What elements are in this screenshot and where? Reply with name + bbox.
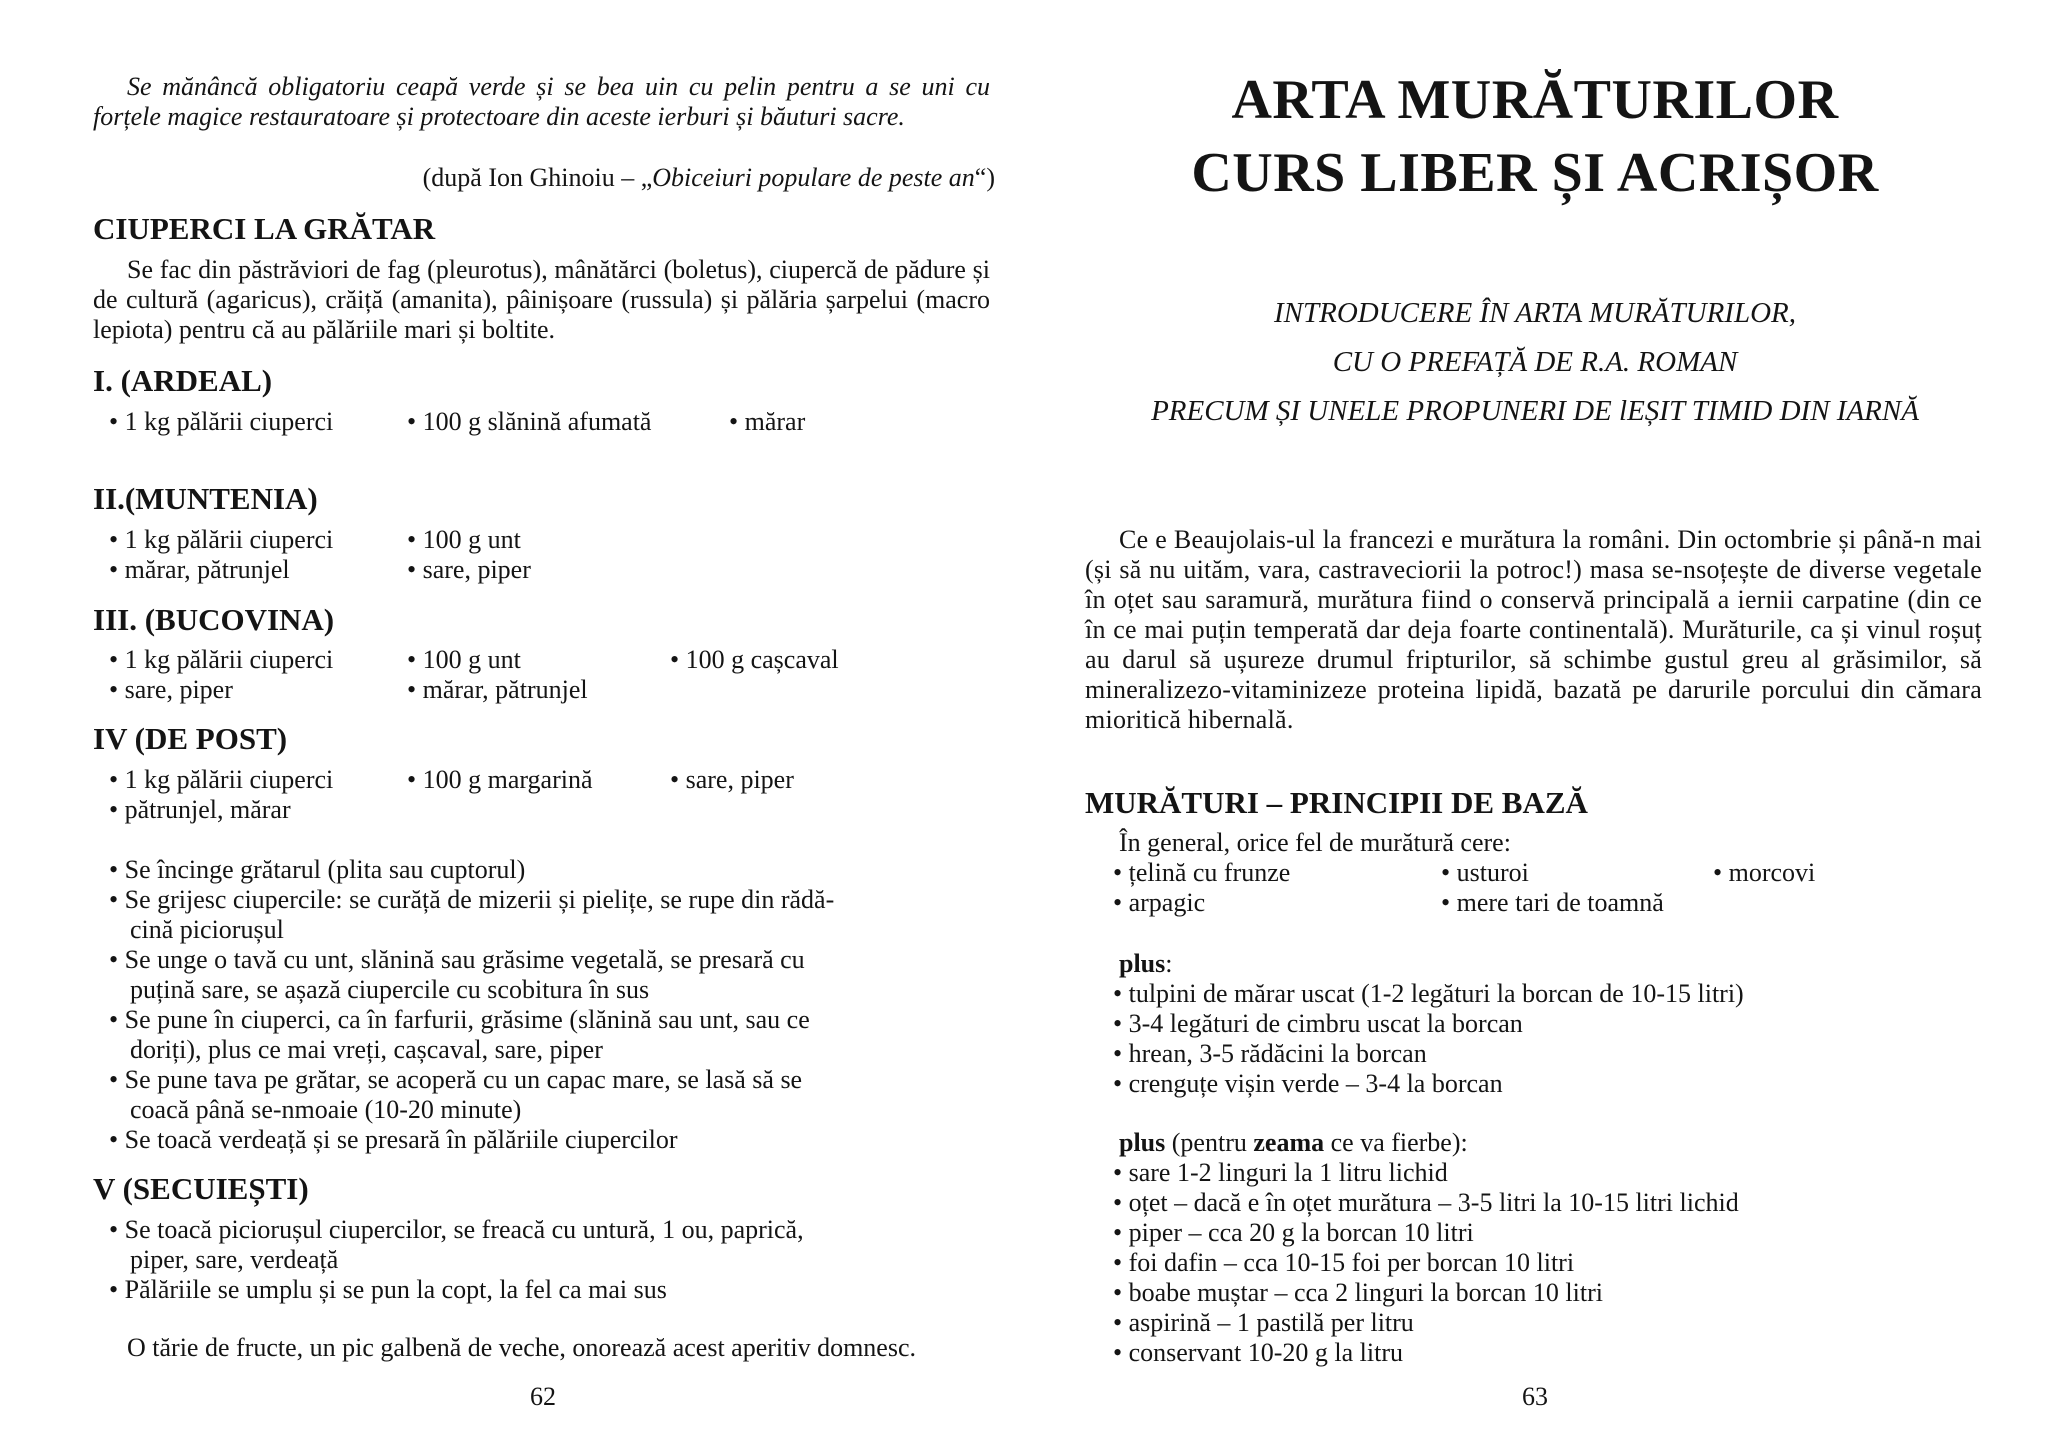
variant-heading: I. (ARDEAL)	[93, 363, 273, 398]
step-continuation: cină piciorușul	[130, 915, 284, 944]
recipe-title: CIUPERCI LA GRĂTAR	[93, 211, 436, 246]
step-line: • Se grijesc ciupercile: se curăță de mizerii și pielițe, se rupe din rădă-	[109, 885, 835, 914]
chapter-subtitle-line1: INTRODUCERE ÎN ARTA MURĂTURILOR,	[1274, 297, 1796, 329]
step-continuation: piper, sare, verdeață	[130, 1245, 339, 1274]
plus-label: plus	[1119, 1128, 1166, 1157]
quote-source	[423, 163, 995, 193]
plus-colon: :	[1165, 949, 1173, 978]
step-continuation: coacă până se-nmoaie (10-20 minute)	[130, 1095, 522, 1124]
ingredient-item: • 100 g slănină afumată	[407, 407, 652, 436]
ingredient-item: • mărar, pătrunjel	[407, 675, 588, 704]
quote-source-suffix: “)	[974, 163, 995, 192]
chapter-title-line1: ARTA MURĂTURILOR	[1231, 69, 1839, 131]
chapter-title-line2: CURS LIBER ȘI ACRIȘOR	[1191, 142, 1879, 204]
step-continuation: doriți), plus ce mai vreți, cașcaval, sare, piper	[130, 1035, 603, 1064]
recipe-intro: Se fac din păstrăviori de fag (pleurotus), mânătărci (boletus), ciupercă de pădure și de cultură (agaricus), crăiță (amanita), pâinișoare (russula) și pălăria șarpelui (macro lepiota) pentru că au pălăriile mari și boltite.	[93, 255, 990, 344]
variant-heading: II.(MUNTENIA)	[93, 481, 318, 516]
list-item: • aspirină – 1 pastilă per litru	[1113, 1308, 1414, 1337]
step-line: • Se pune în ciuperci, ca în farfurii, grăsime (slănină sau unt, sau ce	[109, 1005, 810, 1034]
plus-end: ce va fierbe):	[1324, 1128, 1468, 1157]
list-item: • tulpini de mărar uscat (1-2 legături la borcan de 10-15 litri)	[1113, 979, 1744, 1008]
intro-paragraph: Ce e Beaujolais-ul la francezi e murătura la români. Din octombrie și până-n mai (și să nu uităm, vara, castraveciorii la potroc!) masa se-nsoțește de diverse vegetale în oțet sau saramură, murătura fiind o conservă principală a iernii carpatine (din ce în ce mai puțin temperată dar deja foarte continentală). Murăturile, ca și vinul roșuț au darul să ușureze drumul fripturilor, să schimbe gustul greu al grăsimilor, să mineralizezo-vitaminizeze proteina lipidă, bazată pe darurile porcului din cămara mioritică hibernală.	[1085, 525, 1982, 734]
list-item: • piper – cca 20 g la borcan 10 litri	[1113, 1218, 1474, 1247]
basic-ingredient: • usturoi	[1441, 858, 1529, 887]
ingredient-item: • sare, piper	[670, 765, 794, 794]
quote-paragraph: Se mănâncă obligatoriu ceapă verde și se bea uin cu pelin pentru a se uni cu forțele magice restauratoare și protectoare din aceste ierburi și băuturi sacre.	[93, 72, 990, 131]
list-item: • crenguțe vișin verde – 3-4 la borcan	[1113, 1069, 1503, 1098]
closing-line: O tărie de fructe, un pic galbenă de veche, onorează acest aperitiv domnesc.	[127, 1333, 917, 1362]
plus-label: plus	[1119, 949, 1166, 978]
general-line: În general, orice fel de murătură cere:	[1119, 828, 1511, 857]
ingredient-item: • sare, piper	[407, 555, 531, 584]
variant5-steps	[109, 1215, 989, 1305]
ingredient-item: • 1 kg pălării ciuperci	[109, 645, 334, 674]
ingredient-item: • sare, piper	[109, 675, 233, 704]
basic-ingredient: • mere tari de toamnă	[1441, 888, 1664, 917]
list-item: • conservant 10-20 g la litru	[1113, 1338, 1403, 1367]
ingredient-item: • pătrunjel, mărar	[109, 795, 291, 824]
plus-list	[1113, 979, 1744, 1099]
quote-source-title: Obiceiuri populare de peste an	[652, 163, 975, 192]
ingredient-item: • 1 kg pălării ciuperci	[109, 525, 334, 554]
ingredient-item: • 100 g margarină	[407, 765, 593, 794]
preparation-steps	[109, 855, 989, 1155]
list-item: • foi dafin – cca 10-15 foi per borcan 10 litri	[1113, 1248, 1575, 1277]
variant-heading: III. (BUCOVINA)	[93, 602, 335, 637]
variant-heading: IV (DE POST)	[93, 721, 288, 756]
step-line: • Se unge o tavă cu unt, slănină sau grăsime vegetală, se presară cu	[109, 945, 805, 974]
chapter-subtitle-line3: PRECUM ȘI UNELE PROPUNERI DE lEȘIT TIMID DIN IARNĂ	[1151, 395, 1919, 427]
list-item: • sare 1-2 linguri la 1 litru lichid	[1113, 1158, 1448, 1187]
section-title: MURĂTURI – PRINCIPII DE BAZĂ	[1085, 785, 1588, 820]
plus-heading	[1119, 949, 1173, 979]
ingredient-item: • 100 g unt	[407, 525, 521, 554]
step-line: • Se încinge grătarul (plita sau cuptorul)	[109, 855, 526, 884]
right-page	[1085, 0, 1985, 1449]
left-page	[93, 0, 993, 1449]
list-item: • oțet – dacă e în oțet murătura – 3-5 litri la 10-15 litri lichid	[1113, 1188, 1739, 1217]
step-line: • Se pune tava pe grătar, se acoperă cu un capac mare, se lasă să se	[109, 1065, 803, 1094]
list-item: • 3-4 legături de cimbru uscat la borcan	[1113, 1009, 1523, 1038]
list-item: • boabe muștar – cca 2 linguri la borcan 10 litri	[1113, 1278, 1603, 1307]
step-line: • Pălăriile se umplu și se pun la copt, la fel ca mai sus	[109, 1275, 667, 1304]
quote-source-prefix: (după Ion Ghinoiu – „	[422, 163, 653, 192]
ingredient-item: • 1 kg pălării ciuperci	[109, 407, 334, 436]
chapter-subtitle-line2: CU O PREFAȚĂ DE R.A. ROMAN	[1332, 346, 1738, 378]
zeama-label: zeama	[1253, 1128, 1325, 1157]
basic-ingredient: • țelină cu frunze	[1113, 858, 1291, 887]
ingredient-item: • 100 g unt	[407, 645, 521, 674]
page-number: 62	[530, 1382, 556, 1411]
ingredient-item: • 1 kg pălării ciuperci	[109, 765, 334, 794]
zeama-list	[1113, 1158, 1739, 1368]
ingredient-item: • mărar	[729, 407, 806, 436]
ingredient-item: • 100 g cașcaval	[670, 645, 839, 674]
step-line: • Se toacă verdeață și se presară în pălăriile ciupercilor	[109, 1125, 678, 1154]
plus-zeama-heading	[1119, 1128, 1468, 1158]
basic-ingredient: • arpagic	[1113, 888, 1206, 917]
step-continuation: puțină sare, se așază ciupercile cu scobitura în sus	[130, 975, 650, 1004]
basic-ingredient: • morcovi	[1713, 858, 1816, 887]
plus-mid: (pentru	[1165, 1128, 1254, 1157]
ingredient-item: • mărar, pătrunjel	[109, 555, 290, 584]
page-number: 63	[1522, 1382, 1548, 1411]
variant-heading: V (SECUIEȘTI)	[93, 1171, 309, 1206]
step-line: • Se toacă piciorușul ciupercilor, se freacă cu untură, 1 ou, paprică,	[109, 1215, 804, 1244]
list-item: • hrean, 3-5 rădăcini la borcan	[1113, 1039, 1427, 1068]
